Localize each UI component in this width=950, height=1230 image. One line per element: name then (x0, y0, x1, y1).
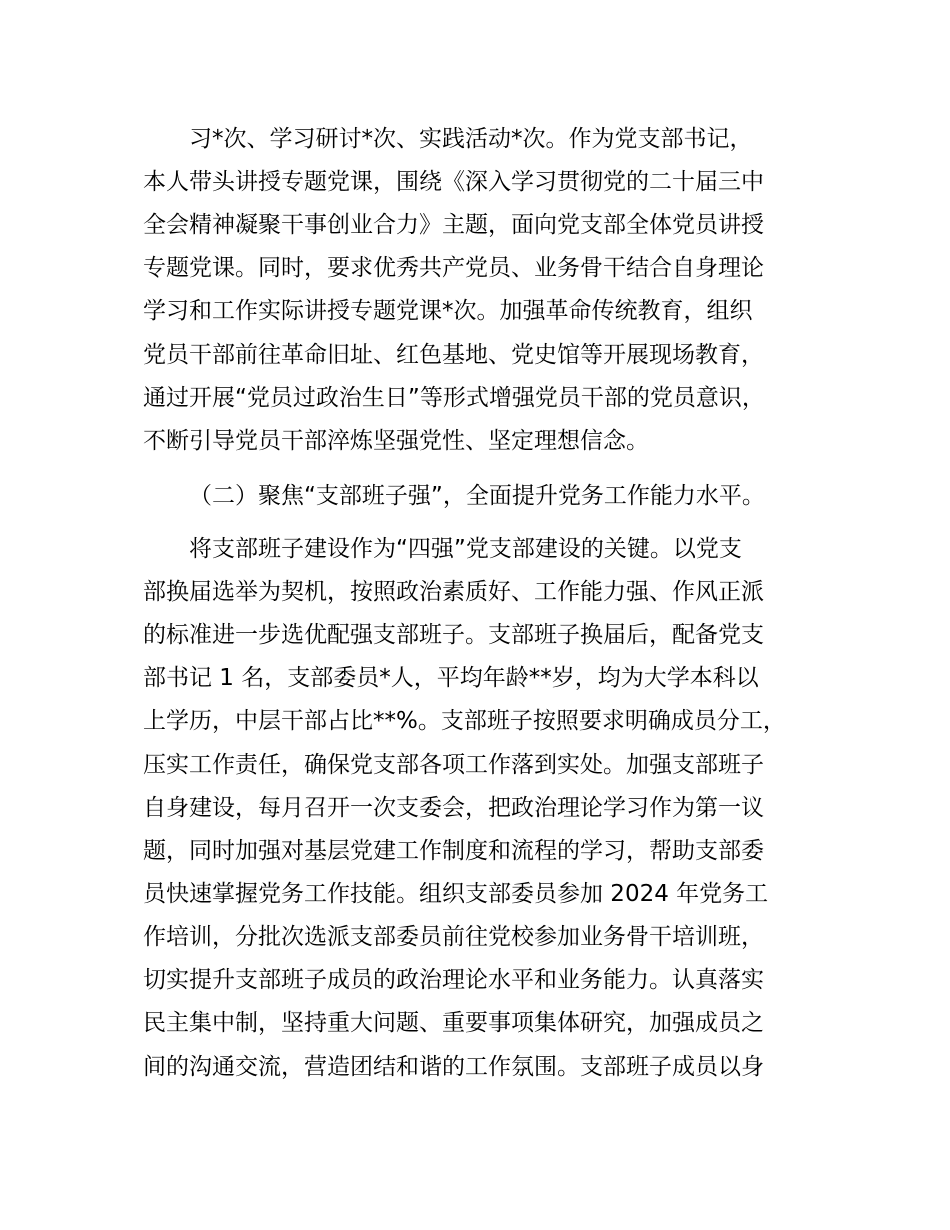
paragraph2-line-6: 压实工作责任，确保党支部各项工作落到实处。加强支部班子 (143, 752, 764, 778)
paragraph1-line-5: 学习和工作实际讲授专题党课*次。加强革命传统教育，组织 (143, 298, 753, 324)
paragraph2-line-10: 作培训，分批次选派支部委员前往党校参加业务骨干培训班， (143, 924, 764, 950)
paragraph1-line-7: 通过开展“党员过政治生日”等形式增强党员干部的党员意识， (143, 385, 765, 411)
paragraph2-line-3: 的标准进一步选优配强支部班子。支部班子换届后，配备党支 (143, 622, 764, 648)
paragraph2-line-2: 部换届选举为契机，按照政治素质好、工作能力强、作风正派 (143, 579, 764, 605)
paragraph2-line-1: 将支部班子建设作为“四强”党支部建设的关键。以党支 (189, 536, 742, 562)
paragraph2-line-13: 间的沟通交流，营造团结和谐的工作氛围。支部班子成员以身 (143, 1054, 764, 1080)
paragraph2-line-7: 自身建设，每月召开一次支委会，把政治理论学习作为第一议 (143, 795, 764, 821)
paragraph1-line-1: 习*次、学习研讨*次、实践活动*次。作为党支部书记， (189, 126, 753, 152)
paragraph2-line-5: 上学历，中层干部占比**%。支部班子按照要求明确成员分工， (143, 708, 786, 734)
paragraph1-line-3: 全会精神凝聚干事创业合力》主题，面向党支部全体党员讲授 (143, 212, 764, 238)
paragraph2-line-8: 题，同时加强对基层党建工作制度和流程的学习，帮助支部委 (143, 838, 764, 864)
paragraph2-line-4: 部书记 1 名，支部委员*人，平均年龄**岁，均为大学本科以 (143, 665, 759, 691)
paragraph2-line-12: 民主集中制，坚持重大问题、重要事项集体研究，加强成员之 (143, 1010, 764, 1036)
paragraph1-line-4: 专题党课。同时，要求优秀共产党员、业务骨干结合自身理论 (143, 255, 764, 281)
paragraph1-line-2: 本人带头讲授专题党课，围绕《深入学习贯彻党的二十届三中 (143, 169, 764, 195)
paragraph1-line-8: 不断引导党员干部淬炼坚强党性、坚定理想信念。 (143, 428, 649, 454)
paragraph1-line-6: 党员干部前往革命旧址、红色基地、党史馆等开展现场教育， (143, 342, 764, 368)
paragraph2-line-9: 员快速掌握党务工作技能。组织支部委员参加 2024 年党务工 (143, 881, 769, 907)
paragraph2-line-11: 切实提升支部班子成员的政治理论水平和业务能力。认真落实 (143, 967, 764, 993)
section-heading: （二）聚焦“支部班子强”，全面提升党务工作能力水平。 (189, 483, 765, 509)
